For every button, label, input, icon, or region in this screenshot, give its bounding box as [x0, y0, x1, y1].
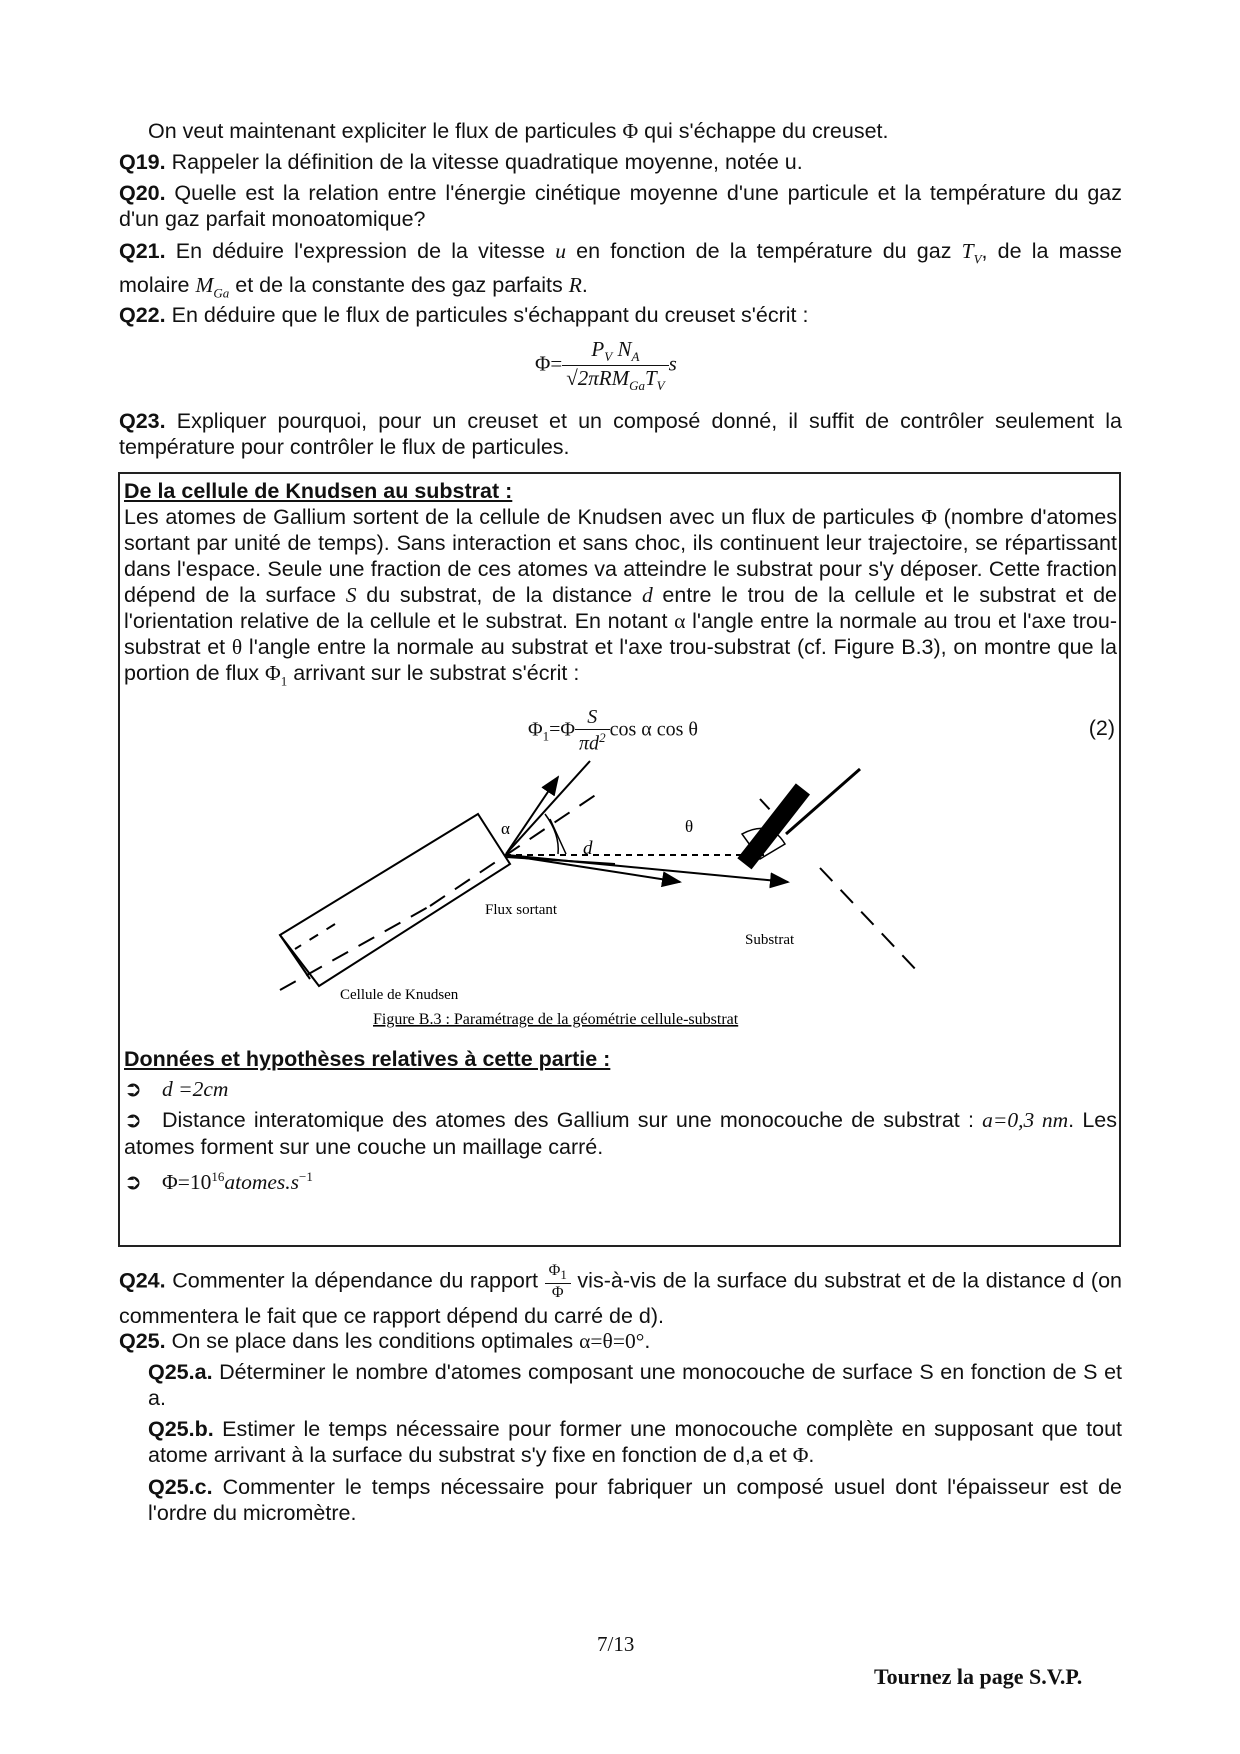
question-25: Q25. On se place dans les conditions optimales α=θ=0°.: [119, 1329, 651, 1353]
figure-caption: Figure B.3 : Paramétrage de la géométrie cellule-substrat: [373, 1011, 739, 1028]
equation-number: (2): [1088, 716, 1115, 740]
question-21: Q21. En déduire l'expression de la vitesse u en fonction de la température du gaz $T_V$, de la masse molaire $M_{Ga}$ et de la constante des gaz parfaits R.: [119, 239, 1122, 301]
bullet-arrow-icon: ➲: [124, 1170, 143, 1196]
data-title: Données et hypothèses relatives à cette partie :: [124, 1047, 611, 1071]
hole-normal-arrow: [506, 777, 558, 854]
data-item-interatomic: ➲ Distance interatomique des atomes des Gallium sur une monocouche de substrat : a=0,3 nm. Les atomes forment sur une couche un maillage carré.: [124, 1108, 1117, 1159]
normal-line: [506, 761, 590, 854]
question-19: Q19. Rappeler la définition de la vitesse quadratique moyenne, notée u.: [119, 150, 803, 174]
question-20: Q20. Quelle est la relation entre l'énergie cinétique moyenne d'une particule et la température du gaz d'un gaz parfait monoatomique?: [119, 181, 1122, 231]
portion-flux-formula: $\Phi_1=\Phi$ $\frac{S}{\pi d^2}$ cos α cos θ: [528, 706, 698, 755]
data-section: [124, 1046, 1117, 1196]
question-25b: Q25.b. Estimer le temps nécessaire pour former une monocouche complète en supposant que tout atome arrivant à la surface du substrat s'y fixe en fonction de d,a et Φ.: [148, 1417, 1122, 1467]
cell-base-line: [280, 935, 310, 979]
substrate-label: Substrat: [745, 932, 795, 948]
flux-label: Flux sortant: [485, 902, 558, 918]
knudsen-box: [118, 472, 1121, 1247]
question-25a: Q25.a. Déterminer le nombre d'atomes composant une monocouche de surface S en fonction de S et a.: [148, 1360, 1122, 1410]
box-paragraph: Les atomes de Gallium sortent de la cellule de Knudsen avec un flux de particules Φ (nombre d'atomes sortant par unité de temps). Sans interaction et sans choc, ils continuent leur trajectoire, se répartissant dans l'espace. Seule une fraction de ces atomes va atteindre le substrat pour s'y déposer. Cette fraction dépend de la surface S du substrat, de la distance d entre le trou de la cellule et le substrat et de l'orientation relative de la cellule et le substrat. En notant α l'angle entre la normale au trou et l'axe trou-substrat et θ l'angle entre la normale au substrat et l'axe trou-substrat (cf. Figure B.3), on montre que la portion de flux $\Phi_1$ arrivant sur le substrat s'écrit :: [124, 505, 1117, 689]
substrate-plate: [737, 783, 810, 869]
question-24: Q24. Commenter la dépendance du rapport $\frac{\Phi_1}{\Phi}$ vis-à-vis de la surface du substrat et de la distance d (on commentera le fait que ce rapport dépend du carré de d).: [119, 1262, 1122, 1329]
data-item-distance: ➲ d =2cm: [124, 1077, 229, 1102]
flux-formula: Φ= $\frac{P_V N_A}{√2\pi RM_{Ga}T_V}$ s: [535, 337, 677, 394]
bullet-arrow-icon: ➲: [124, 1108, 143, 1133]
cell-axis-dash-high: [430, 792, 600, 906]
intro-paragraph: On veut maintenant expliciter le flux de particules Φ qui s'échappe du creuset.: [148, 119, 889, 143]
question-25c: Q25.c. Commenter le temps nécessaire pour fabriquer un composé usuel dont l'épaisseur est de l'ordre du micromètre.: [148, 1475, 1122, 1525]
d-label: d: [583, 838, 593, 859]
alpha-label: α: [501, 819, 510, 838]
substrate-normal-dash-2: [820, 868, 920, 974]
turn-page-note: Tournez la page S.V.P.: [874, 1664, 1083, 1689]
question-22: Q22. En déduire que le flux de particules s'échappant du creuset s'écrit :: [119, 303, 809, 327]
question-23: Q23. Expliquer pourquoi, pour un creuset et un composé donné, il suffit de contrôler seulement la température pour contrôler le flux de particules.: [119, 409, 1122, 459]
cell-inner-dash: [295, 924, 335, 949]
knudsen-cell-shape: [280, 814, 510, 986]
bullet-arrow-icon: ➲: [124, 1077, 143, 1102]
theta-label: θ: [685, 817, 694, 836]
page-number: 7/13: [597, 1632, 635, 1656]
box-title: De la cellule de Knudsen au substrat :: [124, 479, 513, 503]
cell-axis-dash-low: [280, 906, 430, 990]
cell-label: Cellule de Knudsen: [340, 987, 459, 1003]
data-item-flux: ➲ $\Phi=10^{16}atomes.s^{-1}$: [124, 1169, 313, 1196]
